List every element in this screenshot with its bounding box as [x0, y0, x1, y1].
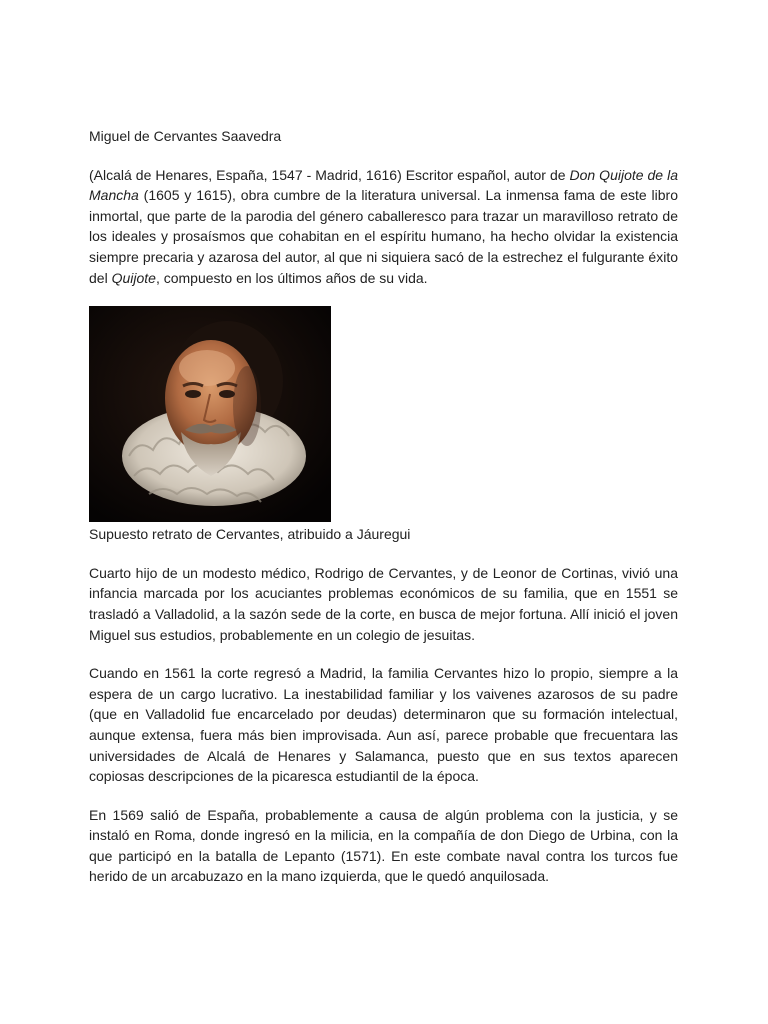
intro-text-3: , compuesto en los últimos años de su vida. [155, 269, 428, 286]
paragraph-rome: En 1569 salió de España, probablemente a causa de algún problema con la justicia, y se instaló en Roma, donde ingresó en la milicia, en la compañía de don Diego de Urbina, con la que participó en la batalla de Lepanto (1571). En este combate naval contra los turcos fue herido de un arcabuzazo en la mano izquierda, que le quedó anquilosada. [89, 806, 678, 885]
intro-quijote: Quijote [111, 269, 156, 286]
intro-text-1: (Alcalá de Henares, España, 1547 - Madrid, 1616) Escritor español, autor de [89, 166, 570, 183]
cervantes-portrait-image [89, 306, 331, 522]
paragraph-madrid: Cuando en 1561 la corte regresó a Madrid, la familia Cervantes hizo lo propio, siempre a la espera de un cargo lucrativo. La inestabilidad familiar y los vaivenes azarosos de su padre (que en Valladolid fue encarcelado por deudas) determinaron que su formación intelectual, aunque extensa, fuera más bien improvisada. Aun así, parece probable que frecuentara las universidades de Alcalá de Henares y Salamanca, puesto que en sus textos aparecen copiosas descripciones de la picaresca estudiantil de la época. [89, 665, 678, 785]
intro-paragraph [89, 165, 678, 289]
document-title: Miguel de Cervantes Saavedra [89, 128, 282, 144]
image-caption: Supuesto retrato de Cervantes, atribuido a Jáuregui [89, 526, 411, 543]
intro-text-2: (1605 y 1615), obra cumbre de la literatura universal. La inmensa fama de este libro inmortal, que parte de la parodia del género caballeresco para trazar un maravilloso retrato de los ideales y prosaísmos que cohabitan en el espíritu humano, ha hecho olvidar la existencia siempre precaria y azarosa del autor, al que ni siquiera sacó de la estrechez el fulgurante éxito del [89, 187, 678, 286]
document-page [89, 126, 678, 905]
intro-book-title: Don Quijote de la Mancha [89, 166, 678, 204]
paragraph-childhood: Cuarto hijo de un modesto médico, Rodrigo de Cervantes, y de Leonor de Cortinas, vivió una infancia marcada por los acuciantes problemas económicos de su familia, que en 1551 se trasladó a Valladolid, a la sazón sede de la corte, en busca de mejor fortuna. Allí inició el joven Miguel sus estudios, probablemente en un colegio de jesuitas. [89, 564, 678, 643]
